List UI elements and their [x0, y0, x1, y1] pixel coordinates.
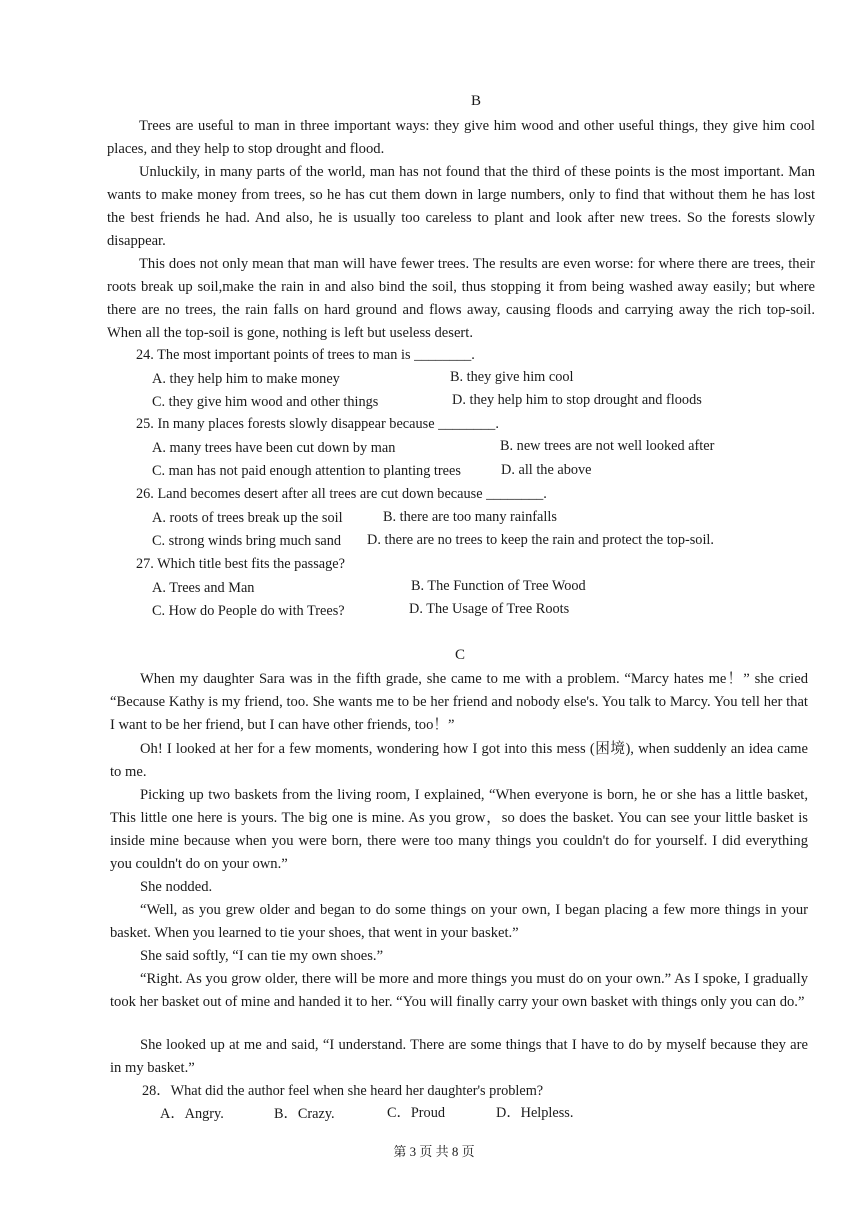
- question-25-option-a: A. many trees have been cut down by man: [152, 440, 396, 456]
- section-c-paragraph-7: “Right. As you grow older, there will be more and more things you must do on your own.” As I spoke, I gradually took her basket out of mine and handed it to her. “You will finally carry your own basket with things only you can do.”: [110, 971, 808, 1010]
- section-c-paragraph-4: She nodded.: [140, 879, 213, 895]
- page-footer: 第 3 页 共 8 页: [393, 1144, 475, 1159]
- question-26-option-d: D. there are no trees to keep the rain and protect the top-soil.: [367, 532, 714, 548]
- section-c-paragraph-1: When my daughter Sara was in the fifth grade, she came to me with a problem. “Marcy hates me！” she cried “Because Kathy is my friend, too. She wants me to be her friend and nobody else's. You talk to Marcy. You tell her that I want to be her friend, but I can have other friends, too！”: [110, 671, 808, 733]
- section-c-paragraph-6: She said softly, “I can tie my own shoes.”: [140, 948, 384, 964]
- section-b-paragraph-2: Unluckily, in many parts of the world, man has not found that the third of these points is the most important. Man wants to make money from trees, so he has cut them down in large numbers, only to find that without them he has lost the best friends he had. And also, he is usually too careless to plant and look after new trees. So the forests slowly disappear.: [107, 164, 815, 249]
- question-27-stem: 27. Which title best fits the passage?: [136, 556, 345, 572]
- section-c-paragraph-3: Picking up two baskets from the living room, I explained, “When everyone is born, he or she has a little basket, This little one here is yours. The big one is mine. As you grow，so does the basket. You can see your little basket is inside mine because when you were born, there were too many things you couldn't do for yourself. I did everything you couldn't do on your own.”: [110, 787, 808, 872]
- question-28-option-a: A．Angry.: [160, 1106, 224, 1122]
- question-24-stem: 24. The most important points of trees to man is ________.: [136, 347, 475, 363]
- question-26-option-c: C. strong winds bring much sand: [152, 533, 342, 549]
- question-28-option-c: C．Proud: [387, 1105, 445, 1121]
- question-26-stem: 26. Land becomes desert after all trees are cut down because ________.: [136, 486, 547, 502]
- question-28-option-d: D．Helpless.: [496, 1105, 574, 1121]
- section-c-heading: C: [454, 647, 465, 663]
- question-24-option-d: D. they help him to stop drought and floods: [452, 392, 702, 408]
- question-25-option-d: D. all the above: [501, 462, 592, 478]
- section-c-paragraph-2: Oh! I looked at her for a few moments, wondering how I got into this mess (困境), when suddenly an idea came to me.: [110, 741, 808, 780]
- question-24-option-c: C. they give him wood and other things: [152, 394, 379, 410]
- question-27-option-a: A. Trees and Man: [152, 580, 255, 596]
- section-c-paragraph-5: “Well, as you grew older and began to do some things on your own, I began placing a few more things in your basket. When you learned to tie your shoes, that went in your basket.”: [110, 902, 808, 941]
- section-b-heading: B: [470, 93, 481, 109]
- question-25-option-b: B. new trees are not well looked after: [500, 438, 715, 454]
- question-27-option-c: C. How do People do with Trees?: [152, 603, 345, 619]
- question-26-option-b: B. there are too many rainfalls: [383, 509, 557, 525]
- question-27-option-b: B. The Function of Tree Wood: [411, 578, 586, 594]
- question-28-stem: 28．What did the author feel when she heard her daughter's problem?: [142, 1083, 544, 1099]
- question-25-stem: 25. In many places forests slowly disappear because ________.: [136, 416, 499, 432]
- question-27-option-d: D. The Usage of Tree Roots: [409, 601, 570, 617]
- question-25-option-c: C. man has not paid enough attention to planting trees: [152, 463, 461, 479]
- section-b-paragraph-1: Trees are useful to man in three important ways: they give him wood and other useful things, they give him cool places, and they help to stop drought and flood.: [107, 118, 815, 157]
- question-24-option-b: B. they give him cool: [450, 369, 574, 385]
- section-b-paragraph-3: This does not only mean that man will have fewer trees. The results are even worse: for where there are trees, their roots break up soil,make the rain in and also bind the soil, thus stopping it from being washed away easily; but where there are no trees, the rain falls on hard ground and flows away, causing floods and carrying away the rich top-soil. When all the top-soil is gone, nothing is left but useless desert.: [107, 256, 815, 341]
- question-26-option-a: A. roots of trees break up the soil: [152, 510, 343, 526]
- question-28-option-b: B．Crazy.: [274, 1106, 335, 1122]
- question-24-option-a: A. they help him to make money: [152, 371, 340, 387]
- section-c-paragraph-8: She looked up at me and said, “I understand. There are some things that I have to do by myself because they are in my basket.”: [110, 1037, 808, 1076]
